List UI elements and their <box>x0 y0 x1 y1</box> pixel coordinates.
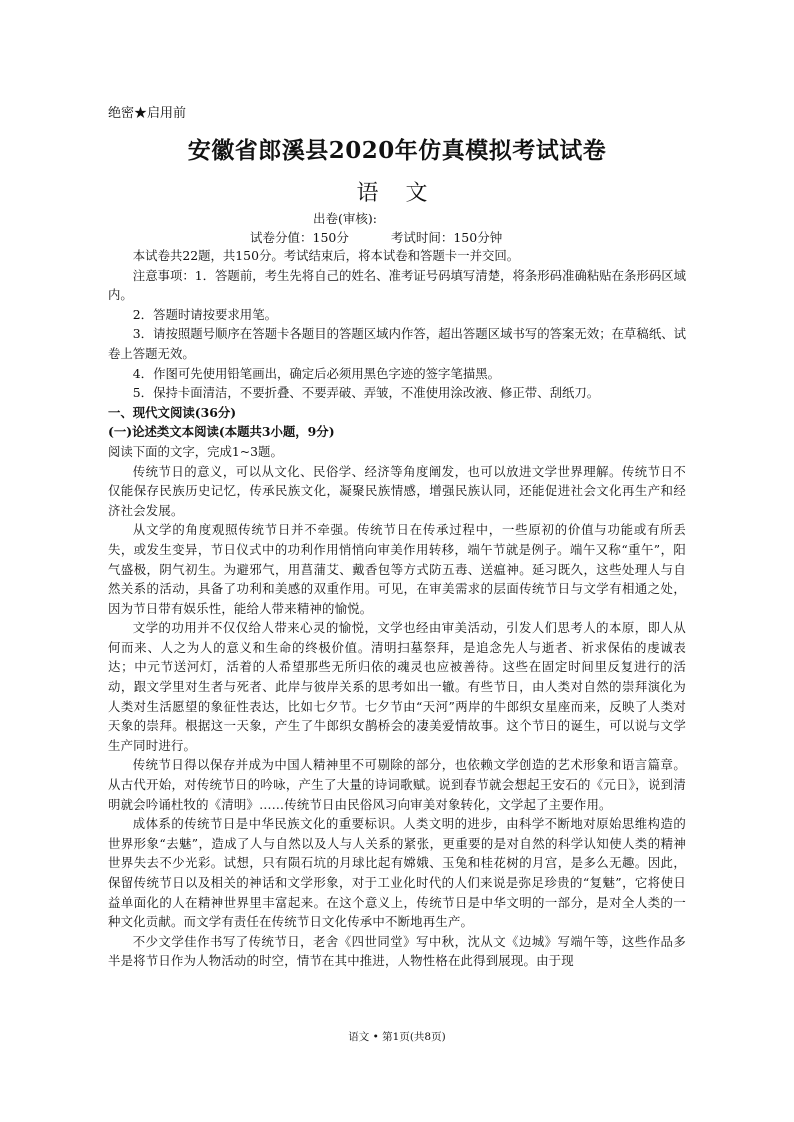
instruction-note-2: 2．答题时请按要求用笔。 <box>132 306 277 322</box>
subject-title: 语 文 <box>356 181 438 206</box>
score-info: 试卷分值：150分 <box>250 230 349 245</box>
page-footer: 语文 • 第1页(共8页) <box>348 1031 446 1043</box>
exam-title: 安徽省郎溪县2020年仿真模拟考试试卷 <box>187 137 607 164</box>
passage-paragraph: 传统节日得以保存并成为中国人精神里不可剔除的部分，也依赖文学创造的艺术形象和语言篇章。从古代开始，对传统节日的吟咏，产生了大量的诗词歌赋。说到春节就会想起王安石的《元日》，说到清明就会吟诵杜牧的《清明》……传统节日由民俗风习向审美对象转化，文学起了主要作用。 <box>108 757 686 812</box>
passage-paragraph: 传统节日的意义，可以从文化、民俗学、经济等角度阐发，也可以放进文学世界理解。传统节日不仅能保存民族历史记忆，传承民族文化，凝聚民族情感，增强民族认同，还能促进社会文化再生产和经济社会发展。 <box>108 463 686 518</box>
passage-paragraph: 成体系的传统节日是中华民族文化的重要标识。人类文明的进步，由科学不断地对原始思维构造的世界形象“去魅”，造成了人与自然以及人与人关系的紧张，更重要的是对自然的科学认知使人类的精神世界失去不少光彩。试想，只有陨石坑的月球比起有嫦娥、玉兔和桂花树的月宫，是多么无趣。因此，保留传统节日以及相关的神话和文学形象，对于工业化时代的人们来说是弥足珍贵的“复魅”，它将使日益单面化的人在精神世界里丰富起来。在这个意义上，传统节日是中华文明的一部分，是对全人类的一种文化贡献。而文学有责任在传统节日文化传承中不断地再生产。 <box>108 816 686 930</box>
time-info: 考试时间：150分钟 <box>390 230 503 245</box>
instruction-note-1: 注意事项：1．答题前，考生先将自己的姓名、准考证号码填写清楚，将条形码准确粘贴在条形码区域内。 <box>108 267 686 303</box>
instruction-note-4: 4．作图可先使用铅笔画出，确定后必须用黑色字迹的签字笔描黑。 <box>132 365 501 381</box>
passage-paragraph: 不少文学佳作书写了传统节日，老舍《四世同堂》写中秋，沈从文《边城》写端午等，这些作品多半是将节日作为人物活动的时空，情节在其中推进，人物性格在此得到展现。由于现 <box>108 933 686 969</box>
exam-content <box>108 246 686 971</box>
passage-paragraph: 文学的功用并不仅仅给人带来心灵的愉悦，文学也经由审美活动，引发人们思考人的本原，即人从何而来、人之为人的意义和生命的终极价值。清明扫墓祭拜，是追念先人与逝者、祈求保佑的虔诚表达；中元节送河灯，活着的人希望那些无所归依的魂灵也应被善待。这些在固定时间里反复进行的活动，跟文学里对生者与死者、此岸与彼岸关系的思考如出一辙。有些节日，由人类对自然的崇拜演化为人类对生活愿望的象征性表达，比如七夕节。七夕节由“天河”两岸的牛郎织女星座而来，反映了人类对天象的崇拜。根据这一天象，产生了牛郎织女鹊桥会的凄美爱情故事。这个节日的诞生，可以说与文学生产同时进行。 <box>108 620 686 753</box>
instruction-intro: 本试卷共22题，共150分。考试结束后，将本试卷和答题卡一并交回。 <box>132 248 520 263</box>
instruction-note-5: 5．保持卡面清洁，不要折叠、不要弄破、弄皱，不准使用涂改液、修正带、刮纸刀。 <box>132 385 600 401</box>
passage-paragraph: 从文学的角度观照传统节日并不牵强。传统节日在传承过程中，一些原初的价值与功能或有所丢失，或发生变异，节日仪式中的功利作用悄悄向审美作用转移，端午节就是例子。端午又称“重午”，阳气盛极，阴气初生。为避邪气，用菖蒲艾、戴香包等方式防五毒、送瘟神。延习既久，这些处理人与自然关系的活动，具备了功利和美感的双重作用。可见，在审美需求的层面传统节日与文学有相通之处，因为节日带有娱乐性，能给人带来精神的愉悦。 <box>108 522 686 616</box>
reading-prompt: 阅读下面的文字，完成1~3题。 <box>108 443 283 459</box>
section-heading: 一、现代文阅读(36分) <box>108 404 237 420</box>
confidential-stamp: 绝密★启用前 <box>108 106 187 121</box>
author-line: 出卷(审核): <box>313 211 377 226</box>
section-subheading: (一)论述类文本阅读(本题共3小题，9分) <box>108 424 335 440</box>
instruction-note-3: 3．请按照题号顺序在答题卡各题目的答题区域内作答，超出答题区域书写的答案无效；在草稿纸、试卷上答题无效。 <box>108 326 686 361</box>
exam-meta <box>250 228 502 246</box>
